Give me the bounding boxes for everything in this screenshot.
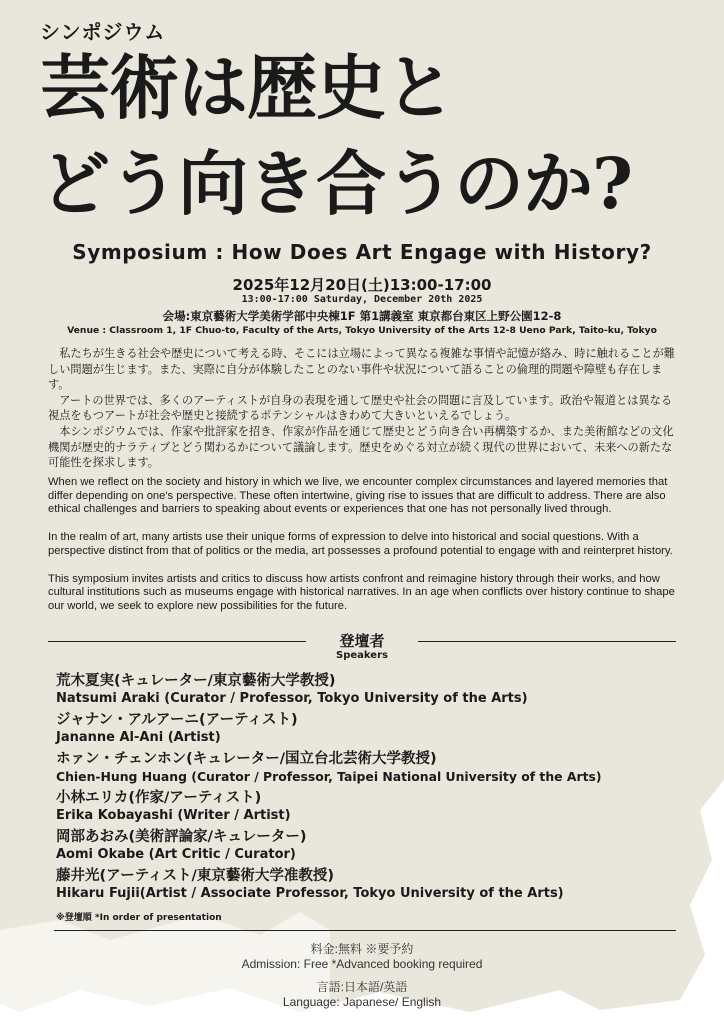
body-en-paragraph: In the realm of art, many artists use their unique forms of expression to delve into historical and social questions. With a perspective distinct from that of politics or the media, art possesses a profound potential to engage with and reinterpret history. [48,531,673,557]
speaker-item [56,828,307,863]
speaker-item [56,789,291,824]
speaker-name-jp: ホァン・チェンホン(キュレーター/国立台北芸術大学教授) [56,751,437,767]
speaker-name-jp: 藤井光(アーティスト/東京藝術大学准教授) [56,868,334,884]
speaker-name-en: Jananne Al-Ani (Artist) [56,730,221,745]
speaker-item [56,867,564,902]
speaker-item [56,750,602,785]
fee-english: Admission: Free *Advanced booking required [241,957,483,971]
date-english: 13:00-17:00 Saturday, December 20th 2025 [241,294,483,305]
body-jp-paragraph: 私たちが生きる社会や歴史について考える時、そこには立場によって異なる複雑な事情や記憶が絡み、時に触れることが難しい問題が生じます。また、実際に自分が体験したことのない事件や状況について語ることの倫理的問題や障壁も存在します。 [48,347,675,392]
speaker-name-en: Aomi Okabe (Art Critic / Curator) [56,847,296,862]
title-line-2: どう向き合うのか? [40,142,633,225]
speaker-name-en: Chien-Hung Huang (Curator / Professor, Taipei National University of the Arts) [56,769,602,784]
english-title: Symposium : How Does Art Engage with History? [72,240,652,264]
speaker-name-jp: ジャナン・アルアーニ(アーティスト) [56,712,298,728]
speaker-item [56,711,298,746]
body-jp-paragraph: 本シンポジウムでは、作家や批評家を招き、作家が作品を通じて歴史とどう向き合い再構築するか、また美術館などの文化機関が歴史的ナラティブとどう関わるかについて議論します。歴史をめぐる対立が続く現代の世界において、未来への新たな可能性を探求します。 [48,424,674,470]
speaker-name-en: Hikaru Fujii(Artist / Associate Professor, Tokyo University of the Arts) [56,886,564,901]
divider-bottom [54,930,676,931]
body-english [48,476,684,628]
speaker-item [56,672,528,707]
speaker-name-jp: 荒木夏実(キュレーター/東京藝術大学教授) [56,673,336,689]
venue-japanese: 会場:東京藝術大学美術学部中央棟1F 第1講義室 東京都台東区上野公園12-8 [162,309,562,323]
speaker-name-en: Erika Kobayashi (Writer / Artist) [56,808,291,823]
order-note: ※登壇順 *In order of presentation [56,913,222,923]
speakers-heading-en: Speakers [336,650,388,661]
body-jp-paragraph: アートの世界では、多くのアーティストが自身の表現を通して歴史や社会の問題に言及しています。政治や報道とは異なる視点をもつアートが社会や歴史と接続するポテンシャルはきわめて大きいといえるでしょう。 [48,393,673,423]
language-japanese: 言語:日本語/英語 [316,980,408,994]
speaker-name-jp: 小林エリカ(作家/アーティスト) [56,790,262,806]
date-japanese: 2025年12月20日(土)13:00-17:00 [232,276,492,294]
body-en-paragraph: When we reflect on the society and history in which we live, we encounter complex circumstances and layered memories that differ depending on one's perspective. These often intertwine, giving rise to issues that are difficult to address. There are also ethical challenges and barriers to speaking about events or experiences that one has not personally lived through. [48,476,668,516]
kicker-label: シンポジウム [40,20,166,44]
venue-english: Venue : Classroom 1, 1F Chuo-to, Faculty of the Arts, Tokyo University of the Arts 12-8 Ueno Park, Taito-ku, Tokyo [67,325,657,336]
language-english: Language: Japanese/ English [282,995,442,1009]
fee-japanese: 料金:無料 ※要予約 [310,942,414,956]
speaker-name-jp: 岡部あおみ(美術評論家/キュレーター) [56,829,307,845]
title-line-1: 芸術は歴史と [40,46,454,129]
body-en-paragraph: This symposium invites artists and critics to discuss how artists confront and reimagine history through their works, and how cultural institutions such as museums engage with historical narratives. In an age when conflicts over history continue to shape our world, we seek to explore new possibilities for the future. [48,572,675,612]
speakers-heading-jp: 登壇者 [339,632,385,650]
speaker-name-en: Natsumi Araki (Curator / Professor, Tokyo University of the Arts) [56,691,528,706]
body-japanese [48,346,680,471]
